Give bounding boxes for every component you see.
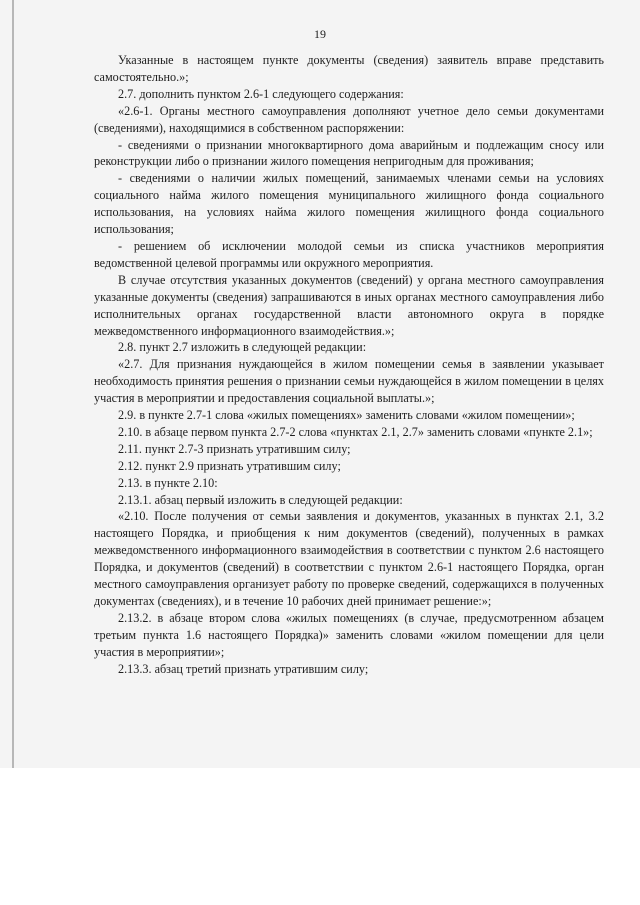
paragraph: 2.10. в абзаце первом пункта 2.7-2 слова «пунктах 2.1, 2.7» заменить словами «пункте 2.1»; — [118, 424, 593, 439]
paragraph: - сведениями о признании многоквартирного дома аварийным и подлежащим сносу или реконструкции либо о признании жилого помещения непригодным для проживания; — [94, 137, 604, 169]
paragraph: - решением об исключении молодой семьи из списка участников мероприятия ведомственной целевой программы или окружного мероприятия. — [94, 238, 604, 270]
paragraph: «2.7. Для признания нуждающейся в жилом помещении семья в заявлении указывает необходимость принятия решения о признании семьи нуждающейся в жилом помещении в целях участия в мероприятии и предоставления социальной выплаты.»; — [94, 357, 604, 406]
paragraph: 2.13.2. в абзаце втором слова «жилых помещениях (в случае, предусмотренном абзацем третьим пункта 1.6 настоящего Порядка)» заменить словами «жилом помещении для цели участия в мероприятии»; — [94, 610, 604, 659]
paragraph: 2.7. дополнить пунктом 2.6-1 следующего содержания: — [118, 86, 404, 101]
document-body — [94, 52, 604, 678]
paragraph: 2.9. в пункте 2.7-1 слова «жилых помещениях» заменить словами «жилом помещении»; — [118, 408, 575, 423]
paragraph: «2.6-1. Органы местного самоуправления дополняют учетное дело семьи документами (сведениями), находящимися в собственном распоряжении: — [94, 103, 604, 135]
paragraph: 2.12. пункт 2.9 признать утратившим силу; — [118, 458, 341, 473]
paragraph: 2.11. пункт 2.7-3 признать утратившим силу; — [118, 441, 351, 456]
paragraph: «2.10. После получения от семьи заявления и документов, указанных в пунктах 2.1, 3.2 настоящего Порядка, и приобщения к ним документов (сведений), полученных в рамках межведомственного информационного взаимодействия в соответствии с пунктом 2.6 настоящего Порядка, и документов (сведений) в соответствии с пунктом 2.6-1 настоящего Порядка, орган местного самоуправления организует работу по проверке сведений, содержащихся в полученных документах (сведениях), и в течение 10 рабочих дней принимает решение:»; — [94, 509, 604, 608]
paragraph: 2.13.1. абзац первый изложить в следующей редакции: — [118, 492, 403, 507]
paragraph: 2.8. пункт 2.7 изложить в следующей редакции: — [118, 340, 367, 355]
paragraph: 2.13. в пункте 2.10: — [118, 475, 218, 490]
paragraph: В случае отсутствия указанных документов (сведений) у органа местного самоуправления указанные документы (сведения) запрашиваются в иных органах местного самоуправления либо исполнительных органах государственной власти автономного округа в порядке межведомственного информационного взаимодействия.»; — [94, 272, 604, 338]
paragraph: 2.13.3. абзац третий признать утратившим силу; — [118, 661, 369, 676]
paragraph: Указанные в настоящем пункте документы (сведения) заявитель вправе представить самостоятельно.»; — [94, 53, 604, 84]
page-number: 19 — [314, 27, 326, 41]
scan-edge-shadow — [12, 0, 14, 768]
paragraph: - сведениями о наличии жилых помещений, занимаемых членами семьи на условиях социального найма жилого помещения муниципального жилищного фонда социального использования, на условиях найма жилого помещения жилищного фонда социального использования; — [94, 171, 604, 237]
